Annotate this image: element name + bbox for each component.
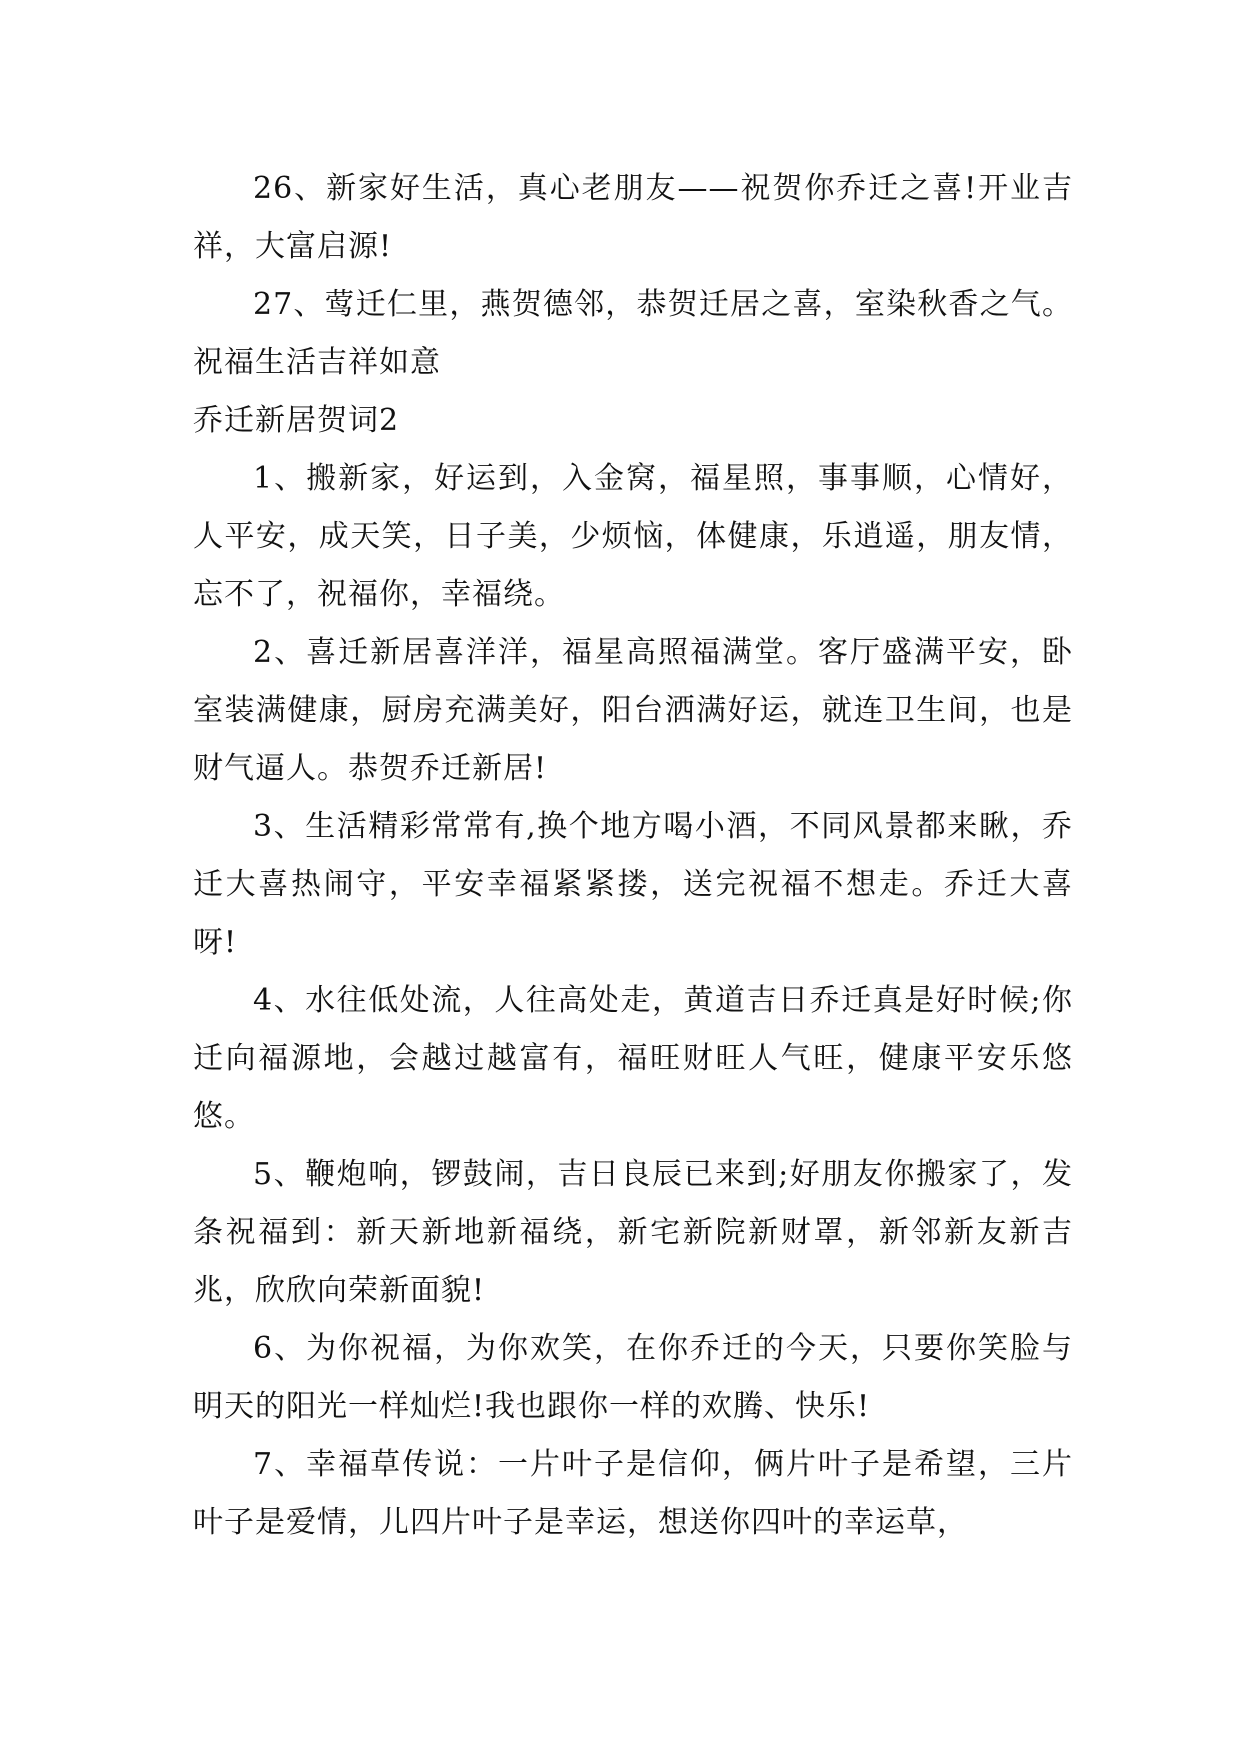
paragraph-2: 2、喜迁新居喜洋洋，福星高照福满堂。客厅盛满平安，卧室装满健康，厨房充满美好，阳台洒满好运，就连卫生间，也是财气逼人。恭贺乔迁新居! [193,635,1073,786]
paragraph-27: 27、莺迁仁里，燕贺德邻，恭贺迁居之喜，室染秋香之气。祝福生活吉祥如意 [193,287,1073,380]
paragraph-5: 5、鞭炮响，锣鼓闹，吉日良辰已来到;好朋友你搬家了，发条祝福到：新天新地新福绕，新宅新院新财罩，新邻新友新吉兆，欣欣向荣新面貌! [193,1157,1073,1308]
paragraph-4: 4、水往低处流，人往高处走，黄道吉日乔迁真是好时候;你迁向福源地，会越过越富有，福旺财旺人气旺，健康平安乐悠悠。 [193,983,1073,1134]
paragraph-6: 6、为你祝福，为你欢笑，在你乔迁的今天，只要你笑脸与明天的阳光一样灿烂!我也跟你一样的欢腾、快乐! [193,1331,1073,1424]
document-body [193,160,1073,1552]
section-heading: 乔迁新居贺词2 [193,403,400,438]
paragraph-1: 1、搬新家，好运到，入金窝，福星照，事事顺，心情好，人平安，成天笑，日子美，少烦恼，体健康，乐逍遥，朋友情，忘不了，祝福你，幸福绕。 [193,461,1073,612]
paragraph-26: 26、新家好生活，真心老朋友——祝贺你乔迁之喜!开业吉祥，大富启源! [193,171,1073,264]
paragraph-3: 3、生活精彩常常有,换个地方喝小酒，不同风景都来瞅，乔迁大喜热闹守，平安幸福紧紧搂，送完祝福不想走。乔迁大喜呀! [193,809,1073,960]
paragraph-7: 7、幸福草传说：一片叶子是信仰，俩片叶子是希望，三片叶子是爱情，儿四片叶子是幸运，想送你四叶的幸运草， [193,1447,1073,1540]
